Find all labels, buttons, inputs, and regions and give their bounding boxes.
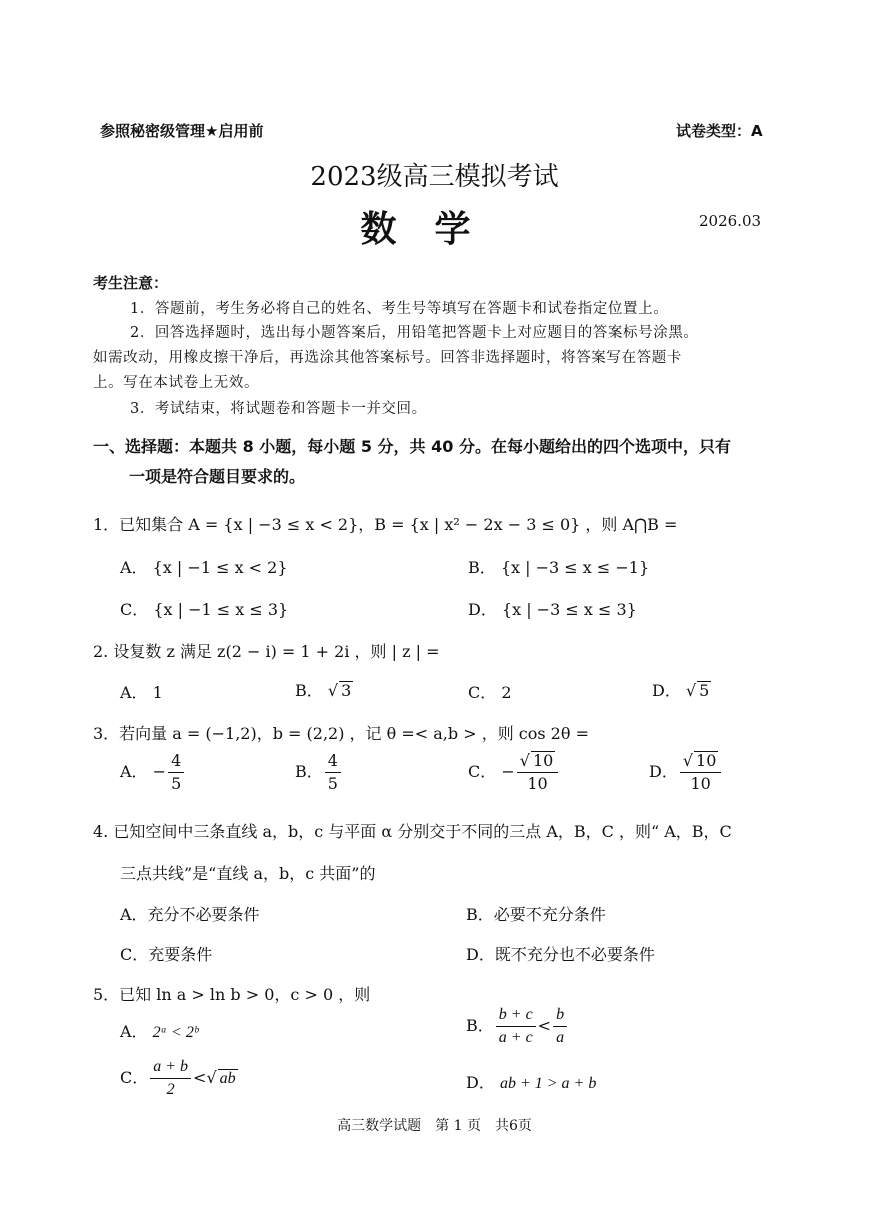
fraction bbox=[496, 1004, 536, 1049]
fraction-denominator: 5 bbox=[171, 774, 182, 793]
question-3-option-a-label: A． − bbox=[120, 762, 167, 781]
question-4-stem-line-2: 三点共线”是“直线 a，b，c 共面”的 bbox=[120, 864, 376, 883]
sqrt-symbol: √ bbox=[206, 1068, 217, 1087]
question-1-option-d: D． {x | −3 ≤ x ≤ 3} bbox=[468, 600, 637, 619]
question-2-option-c: C． 2 bbox=[468, 683, 512, 702]
question-3-option-b bbox=[295, 750, 343, 795]
question-3-option-c-label: C． − bbox=[468, 762, 515, 781]
question-3-option-a bbox=[120, 750, 186, 795]
fraction-numerator: b + c bbox=[496, 1004, 536, 1027]
question-1-option-b: B． {x | −3 ≤ x ≤ −1} bbox=[468, 558, 650, 577]
question-5-option-d-label: D． bbox=[466, 1073, 495, 1092]
question-2-stem: 2. 设复数 z 满足 z(2 − i) = 1 + 2i ，则 | z | = bbox=[93, 642, 440, 661]
question-1-stem: 1．已知集合 A = {x | −3 ≤ x < 2}，B = {x | x² − 2x − 3 ≤ 0} ，则 A⋂B = bbox=[93, 515, 678, 534]
fraction-numerator: b bbox=[553, 1004, 567, 1027]
radicand: 10 bbox=[532, 751, 554, 770]
notice-line-3: 3．考试结束，将试题卷和答题卡一并交回。 bbox=[130, 401, 427, 417]
page-footer: 高三数学试题 第 1 页 共6页 bbox=[337, 1118, 532, 1134]
less-than-sign: < bbox=[537, 1016, 552, 1035]
less-than-sign: < bbox=[193, 1068, 207, 1087]
notice-line-2a: 2．回答选择题时，选出每小题答案后，用铅笔把答题卡上对应题目的答案标号涂黑。 bbox=[130, 325, 699, 341]
fraction-denominator: 2 bbox=[166, 1081, 175, 1098]
question-5-option-a bbox=[120, 1019, 198, 1042]
sqrt-symbol: √ bbox=[682, 751, 694, 770]
question-2-option-a: A． 1 bbox=[120, 683, 163, 702]
question-3-option-d-label: D． bbox=[649, 762, 678, 781]
fraction bbox=[150, 1056, 191, 1101]
notice-line-1: 1．答题前，考生务必将自己的姓名、考生号等填写在答题卡和试卷指定位置上。 bbox=[130, 301, 669, 317]
fraction-denominator: a + c bbox=[498, 1029, 533, 1046]
section-heading-line-1: 一、选择题：本题共 8 小题，每小题 5 分，共 40 分。在每小题给出的四个选项中，只有 bbox=[93, 437, 731, 456]
fraction-numerator bbox=[517, 750, 559, 773]
fraction-denominator: a bbox=[556, 1029, 565, 1046]
question-5-option-a-label: A． bbox=[120, 1022, 148, 1041]
fraction-numerator: 4 bbox=[325, 750, 341, 773]
notice-heading: 考生注意： bbox=[93, 274, 169, 292]
question-2-option-b bbox=[295, 678, 353, 701]
question-5-option-d-expr: ab + 1 > a + b bbox=[499, 1075, 597, 1092]
fraction-denominator: 10 bbox=[527, 774, 548, 793]
fraction bbox=[168, 750, 184, 795]
question-2-option-d-radicand: 5 bbox=[699, 681, 710, 700]
question-4-option-d: D．既不充分也不必要条件 bbox=[466, 945, 655, 964]
question-2-option-d-label: D． bbox=[652, 681, 681, 700]
sqrt-symbol: √ bbox=[519, 751, 530, 770]
question-4-stem-line-1: 4. 已知空间中三条直线 a，b，c 与平面 α 分别交于不同的三点 A，B，C ，则“ A，B，C bbox=[93, 822, 732, 841]
sqrt-symbol: √ bbox=[327, 681, 339, 700]
fraction bbox=[325, 750, 341, 795]
fraction-numerator: 4 bbox=[168, 750, 184, 773]
subject-title: 数学 bbox=[360, 209, 509, 250]
question-5-option-b-label: B． bbox=[466, 1016, 494, 1035]
question-3-option-d bbox=[649, 750, 723, 795]
fraction-denominator: 5 bbox=[327, 774, 338, 793]
fraction-numerator bbox=[680, 750, 722, 773]
question-5-option-d bbox=[466, 1070, 596, 1093]
sqrt-symbol: √ bbox=[685, 681, 697, 700]
question-1-option-a: A． {x | −1 ≤ x < 2} bbox=[120, 558, 288, 577]
radicand: ab bbox=[219, 1070, 236, 1087]
question-3-option-b-label: B． bbox=[295, 762, 323, 781]
fraction-denominator: 10 bbox=[690, 774, 711, 793]
radicand: 10 bbox=[696, 751, 717, 770]
fraction bbox=[553, 1004, 567, 1049]
notice-line-2c: 上。写在本试卷上无效。 bbox=[93, 375, 260, 391]
fraction bbox=[680, 750, 722, 795]
question-5-stem: 5．已知 ln a > ln b > 0，c > 0 ，则 bbox=[93, 985, 371, 1004]
fraction-numerator: a + b bbox=[150, 1056, 191, 1079]
section-heading-line-2: 一项是符合题目要求的。 bbox=[129, 467, 306, 486]
question-1-option-c: C． {x | −1 ≤ x ≤ 3} bbox=[120, 600, 289, 619]
question-3-stem: 3．若向量 a = (−1,2)，b = (2,2) ，记 θ =< a,b > ，则 cos 2θ = bbox=[93, 724, 589, 743]
question-5-option-b bbox=[466, 1004, 569, 1049]
question-5-option-c-label: C． bbox=[120, 1068, 149, 1087]
exam-title: 2023级高三模拟考试 bbox=[310, 162, 559, 192]
question-5-option-c bbox=[120, 1056, 238, 1101]
notice-line-2b: 如需改动，用橡皮擦干净后，再选涂其他答案标号。回答非选择题时，将答案写在答题卡 bbox=[93, 350, 682, 366]
question-3-option-c bbox=[468, 750, 560, 795]
confidential-label: 参照秘密级管理★启用前 bbox=[100, 122, 264, 140]
question-2-option-b-label: B． bbox=[295, 681, 323, 700]
question-5-option-a-expr: 2ᵃ < 2ᵇ bbox=[152, 1024, 199, 1041]
question-2-option-b-radicand: 3 bbox=[341, 681, 352, 700]
question-4-option-b: B．必要不充分条件 bbox=[466, 905, 606, 924]
paper-type: 试卷类型：A bbox=[676, 122, 763, 140]
question-2-option-d bbox=[652, 678, 711, 701]
question-4-option-a: A．充分不必要条件 bbox=[120, 905, 260, 924]
exam-date: 2026.03 bbox=[699, 212, 762, 230]
fraction bbox=[517, 750, 559, 795]
question-4-option-c: C．充要条件 bbox=[120, 945, 213, 964]
